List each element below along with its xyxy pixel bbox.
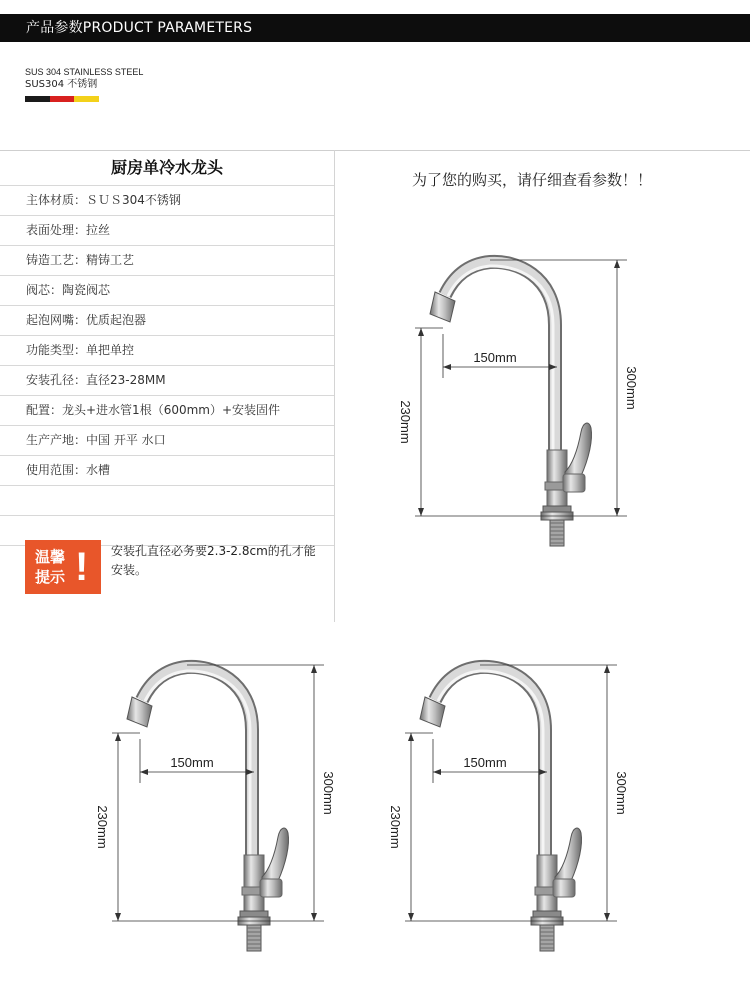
stripe-black	[25, 96, 50, 102]
spout-height-arrow-bottom	[418, 508, 424, 516]
height-label: 300mm	[614, 771, 629, 815]
height-arrow-bottom	[311, 913, 317, 921]
mount-nut	[533, 911, 561, 917]
param-table-title: 厨房单冷水龙头	[110, 158, 223, 177]
exclamation-icon: !	[75, 545, 89, 589]
mount-nut	[240, 911, 268, 917]
param-row-text: 使用范围：水槽	[26, 463, 111, 477]
param-row-text: 铸造工艺：精铸工艺	[26, 253, 135, 267]
column-divider	[334, 150, 335, 622]
lever-handle	[555, 828, 582, 887]
header-title: 产品参数PRODUCT PARAMETERS	[26, 20, 253, 36]
reach-label: 150mm	[473, 350, 517, 365]
param-row-text	[0, 493, 26, 507]
param-row-text	[0, 523, 26, 537]
height-arrow-bottom	[614, 508, 620, 516]
param-row-text: 阀芯：陶瓷阀芯	[26, 283, 111, 297]
height-arrow-bottom	[604, 913, 610, 921]
param-row	[0, 365, 334, 395]
mount-nut	[543, 506, 571, 512]
reach-arrow-left	[140, 769, 148, 775]
param-row	[0, 305, 334, 335]
param-row-text: 安装孔径：直径23-28MM	[26, 373, 166, 387]
lever-handle	[262, 828, 289, 887]
spout-height-label: 230mm	[388, 805, 403, 849]
param-row-text: 功能类型：单把单控	[26, 343, 135, 357]
spout-height-arrow-bottom	[115, 913, 121, 921]
material-en: SUS 304 STAINLESS STEEL	[25, 67, 144, 77]
param-row	[0, 245, 334, 275]
height-arrow-top	[614, 260, 620, 268]
param-row	[0, 335, 334, 365]
handle-base	[553, 879, 575, 897]
param-row-text: 主体材质：ＳＵＳ304不锈钢	[26, 193, 181, 207]
handle-base	[563, 474, 585, 492]
handle-base	[260, 879, 282, 897]
height-label: 300mm	[321, 771, 336, 815]
param-row-text: 起泡网嘴：优质起泡器	[26, 313, 147, 327]
threaded-shank	[550, 520, 564, 546]
param-row	[0, 275, 334, 305]
intro-text: 为了您的购买，请仔细查看参数！！	[412, 171, 653, 189]
spout-height-arrow-top	[418, 328, 424, 336]
param-row	[0, 395, 334, 425]
param-row-text: 配置：龙头+进水管1根（600mm）+安装固件	[26, 403, 281, 417]
material-cn: SUS304 不锈钢	[25, 79, 98, 90]
notice-badge-text: 温馨提示	[35, 548, 66, 586]
spout-height-label: 230mm	[95, 805, 110, 849]
threaded-shank	[540, 925, 554, 951]
param-row	[0, 215, 334, 245]
reach-arrow-left	[443, 364, 451, 370]
height-arrow-top	[604, 665, 610, 673]
faucet-diagram-left	[92, 655, 342, 965]
stripe-yellow	[74, 96, 99, 102]
faucet-diagram-main	[395, 250, 645, 560]
stripe-red	[50, 96, 75, 102]
param-row	[0, 485, 334, 515]
material-brand	[25, 66, 143, 92]
notice-message: 安装孔直径必务要2.3-2.8cm的孔才能安装。	[111, 544, 316, 577]
threaded-shank	[247, 925, 261, 951]
param-row	[0, 425, 334, 455]
reach-arrow-left	[433, 769, 441, 775]
param-row	[0, 185, 334, 215]
spout-height-arrow-top	[115, 733, 121, 741]
height-arrow-top	[311, 665, 317, 673]
reach-label: 150mm	[463, 755, 507, 770]
param-row	[0, 455, 334, 485]
reach-label: 150mm	[170, 755, 214, 770]
notice-badge	[25, 540, 101, 594]
color-stripe	[25, 96, 99, 102]
header-bar	[0, 14, 750, 42]
param-row-text: 表面处理：拉丝	[26, 223, 111, 237]
height-label: 300mm	[624, 366, 639, 410]
spout-height-label: 230mm	[398, 400, 413, 444]
param-row-text: 生产产地：中国 开平 水口	[26, 433, 166, 447]
lever-handle	[565, 423, 592, 482]
spout-height-arrow-bottom	[408, 913, 414, 921]
faucet-diagram-right	[385, 655, 635, 965]
spout-height-arrow-top	[408, 733, 414, 741]
